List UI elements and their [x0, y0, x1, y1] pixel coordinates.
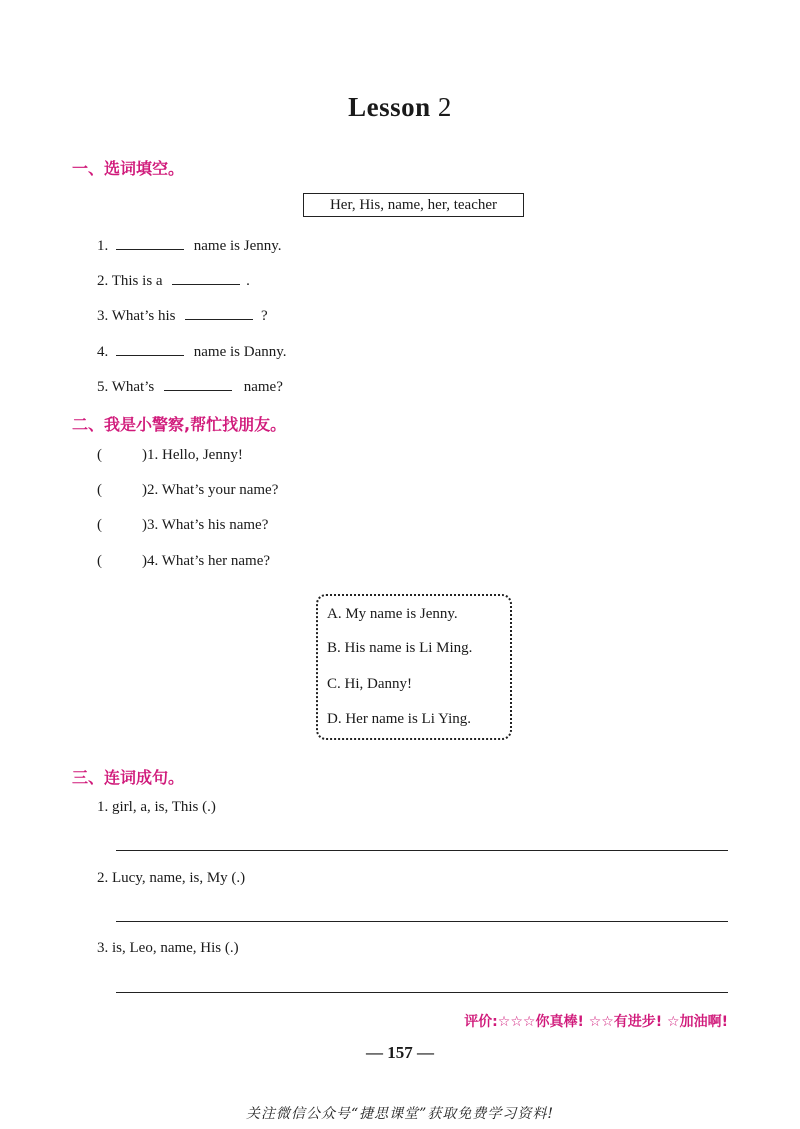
fill-item-5-suffix: name? [243, 379, 283, 395]
answer-paren-open: ( [97, 553, 102, 569]
fill-item-2-prefix: 2. This is a [97, 273, 163, 289]
title-word: Lesson [348, 92, 431, 122]
order-item-2: 2. Lucy, name, is, My (.) [97, 870, 246, 886]
evaluation-line: 评价:☆☆☆你真棒! ☆☆有进步! ☆加油啊! [464, 1014, 728, 1030]
section1-heading: 一、选词填空。 [72, 159, 185, 178]
option-b: B. His name is Li Ming. [327, 640, 473, 656]
fill-item-3-suffix: ? [260, 308, 268, 324]
answer-paren-close: ) [142, 553, 147, 569]
match-item-3 [97, 517, 268, 534]
fill-item-5-prefix: 5. What’s [97, 379, 155, 395]
section2-heading: 二、我是小警察,帮忙找朋友。 [72, 415, 287, 434]
option-d: D. Her name is Li Ying. [327, 711, 472, 727]
match-item-2 [97, 482, 278, 499]
fill-item-4 [97, 341, 287, 361]
answer-paren-close: ) [142, 517, 147, 533]
fill-item-2-suffix: . [246, 273, 250, 289]
writing-line-3[interactable] [116, 992, 728, 993]
match-item-1 [97, 447, 243, 464]
fill-item-3 [97, 305, 268, 325]
writing-line-1[interactable] [116, 850, 728, 851]
option-c: C. Hi, Danny! [327, 676, 412, 692]
answer-paren-open: ( [97, 447, 102, 463]
page-number: — 157 — [366, 1043, 434, 1062]
fill-item-1 [97, 235, 282, 255]
word-box: Her, His, name, her, teacher [303, 193, 524, 217]
fill-item-5 [97, 376, 283, 396]
match-item-4-text: 4. What’s her name? [147, 553, 271, 569]
order-item-1: 1. girl, a, is, This (.) [97, 799, 216, 815]
page-title [0, 92, 800, 123]
answer-paren-close: ) [142, 482, 147, 498]
fill-blank-5[interactable] [164, 376, 232, 391]
match-item-2-text: 2. What’s your name? [147, 482, 279, 498]
fill-item-1-suffix: name is Jenny. [193, 238, 282, 254]
fill-item-4-suffix: name is Danny. [193, 344, 287, 360]
fill-blank-1[interactable] [116, 235, 184, 250]
footer-note: 关注微信公众号“捷思课堂”获取免费学习资料! [246, 1106, 554, 1122]
section3-heading: 三、连词成句。 [72, 768, 185, 787]
fill-item-1-prefix: 1. [97, 238, 109, 254]
match-item-3-text: 3. What’s his name? [147, 517, 269, 533]
option-a: A. My name is Jenny. [327, 606, 458, 622]
fill-blank-3[interactable] [185, 305, 253, 320]
writing-line-2[interactable] [116, 921, 728, 922]
answer-paren-close: ) [142, 447, 147, 463]
fill-blank-2[interactable] [172, 270, 240, 285]
fill-item-2 [97, 270, 250, 290]
fill-item-4-prefix: 4. [97, 344, 109, 360]
answer-paren-open: ( [97, 482, 102, 498]
match-item-4 [97, 553, 270, 570]
fill-item-3-prefix: 3. What’s his [97, 308, 176, 324]
match-item-1-text: 1. Hello, Jenny! [147, 447, 243, 463]
title-number: 2 [437, 92, 452, 122]
order-item-3: 3. is, Leo, name, His (.) [97, 940, 239, 956]
answer-paren-open: ( [97, 517, 102, 533]
fill-blank-4[interactable] [116, 341, 184, 356]
